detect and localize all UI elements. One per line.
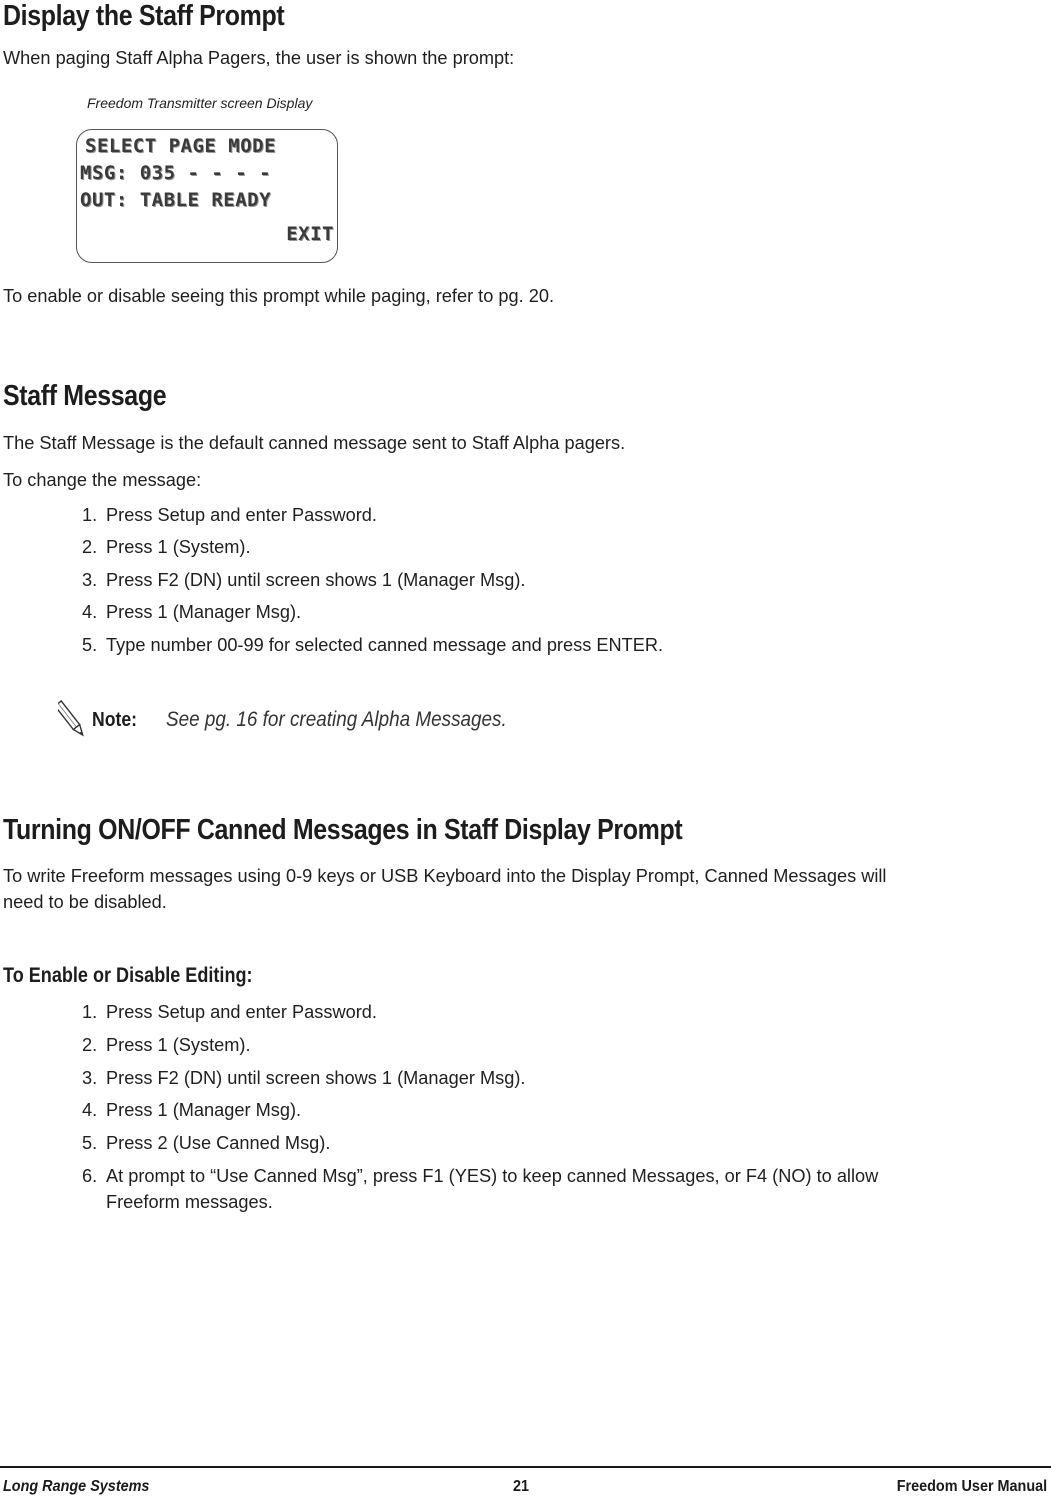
lcd-caption: Freedom Transmitter screen Display [87, 95, 313, 111]
list-item: 2. Press 1 (System). [82, 537, 251, 557]
list-item: 4. Press 1 (Manager Msg). [82, 1100, 302, 1120]
lcd-line-2: MSG: 035 - - - - [80, 162, 272, 184]
footer-company: Long Range Systems [3, 1478, 150, 1495]
footer-divider [0, 1466, 1051, 1468]
lcd-line-3: OUT: TABLE READY [80, 189, 272, 211]
list-item: 3. Press F2 (DN) until screen shows 1 (Manager Msg). [82, 570, 526, 590]
lcd-line-4-exit: EXIT [286, 223, 334, 245]
note-label: Note: [92, 709, 137, 731]
section-title-canned-messages: Turning ON/OFF Canned Messages in Staff Display Prompt [3, 814, 683, 846]
footer-page-number: 21 [513, 1478, 530, 1495]
list-item: 4. Press 1 (Manager Msg). [82, 602, 302, 622]
list-item-continuation: Freeform messages. [106, 1192, 273, 1212]
list-item: 2. Press 1 (System). [82, 1035, 251, 1055]
note-text: See pg. 16 for creating Alpha Messages. [166, 708, 507, 731]
list-item: 3. Press F2 (DN) until screen shows 1 (Manager Msg). [82, 1068, 526, 1088]
list-item: 5. Type number 00-99 for selected canned message and press ENTER. [82, 635, 664, 655]
lcd-line-1: SELECT PAGE MODE [85, 135, 277, 157]
section1-after-text: To enable or disable seeing this prompt while paging, refer to pg. 20. [3, 286, 555, 306]
footer-manual-title: Freedom User Manual [896, 1478, 1047, 1495]
pencil-icon [58, 697, 84, 743]
lcd-screen-display [76, 129, 338, 263]
subheading-enable-disable-editing: To Enable or Disable Editing: [3, 964, 253, 987]
list-item: 5. Press 2 (Use Canned Msg). [82, 1133, 331, 1153]
list-item: 6. At prompt to “Use Canned Msg”, press F1 (YES) to keep canned Messages, or F4 (NO) to allow [82, 1166, 879, 1186]
section3-paragraph-line-1: To write Freeform messages using 0-9 keys or USB Keyboard into the Display Prompt, Canned Messages will [3, 866, 887, 886]
section1-intro: When paging Staff Alpha Pagers, the user is shown the prompt: [3, 48, 515, 68]
section2-paragraph-2: To change the message: [3, 470, 202, 490]
section-title-display-staff-prompt: Display the Staff Prompt [3, 0, 285, 32]
list-item: 1. Press Setup and enter Password. [82, 505, 377, 525]
list-item: 1. Press Setup and enter Password. [82, 1002, 377, 1022]
section2-paragraph-1: The Staff Message is the default canned message sent to Staff Alpha pagers. [3, 433, 626, 453]
section-title-staff-message: Staff Message [3, 380, 167, 412]
section3-paragraph-line-2: need to be disabled. [3, 892, 167, 912]
